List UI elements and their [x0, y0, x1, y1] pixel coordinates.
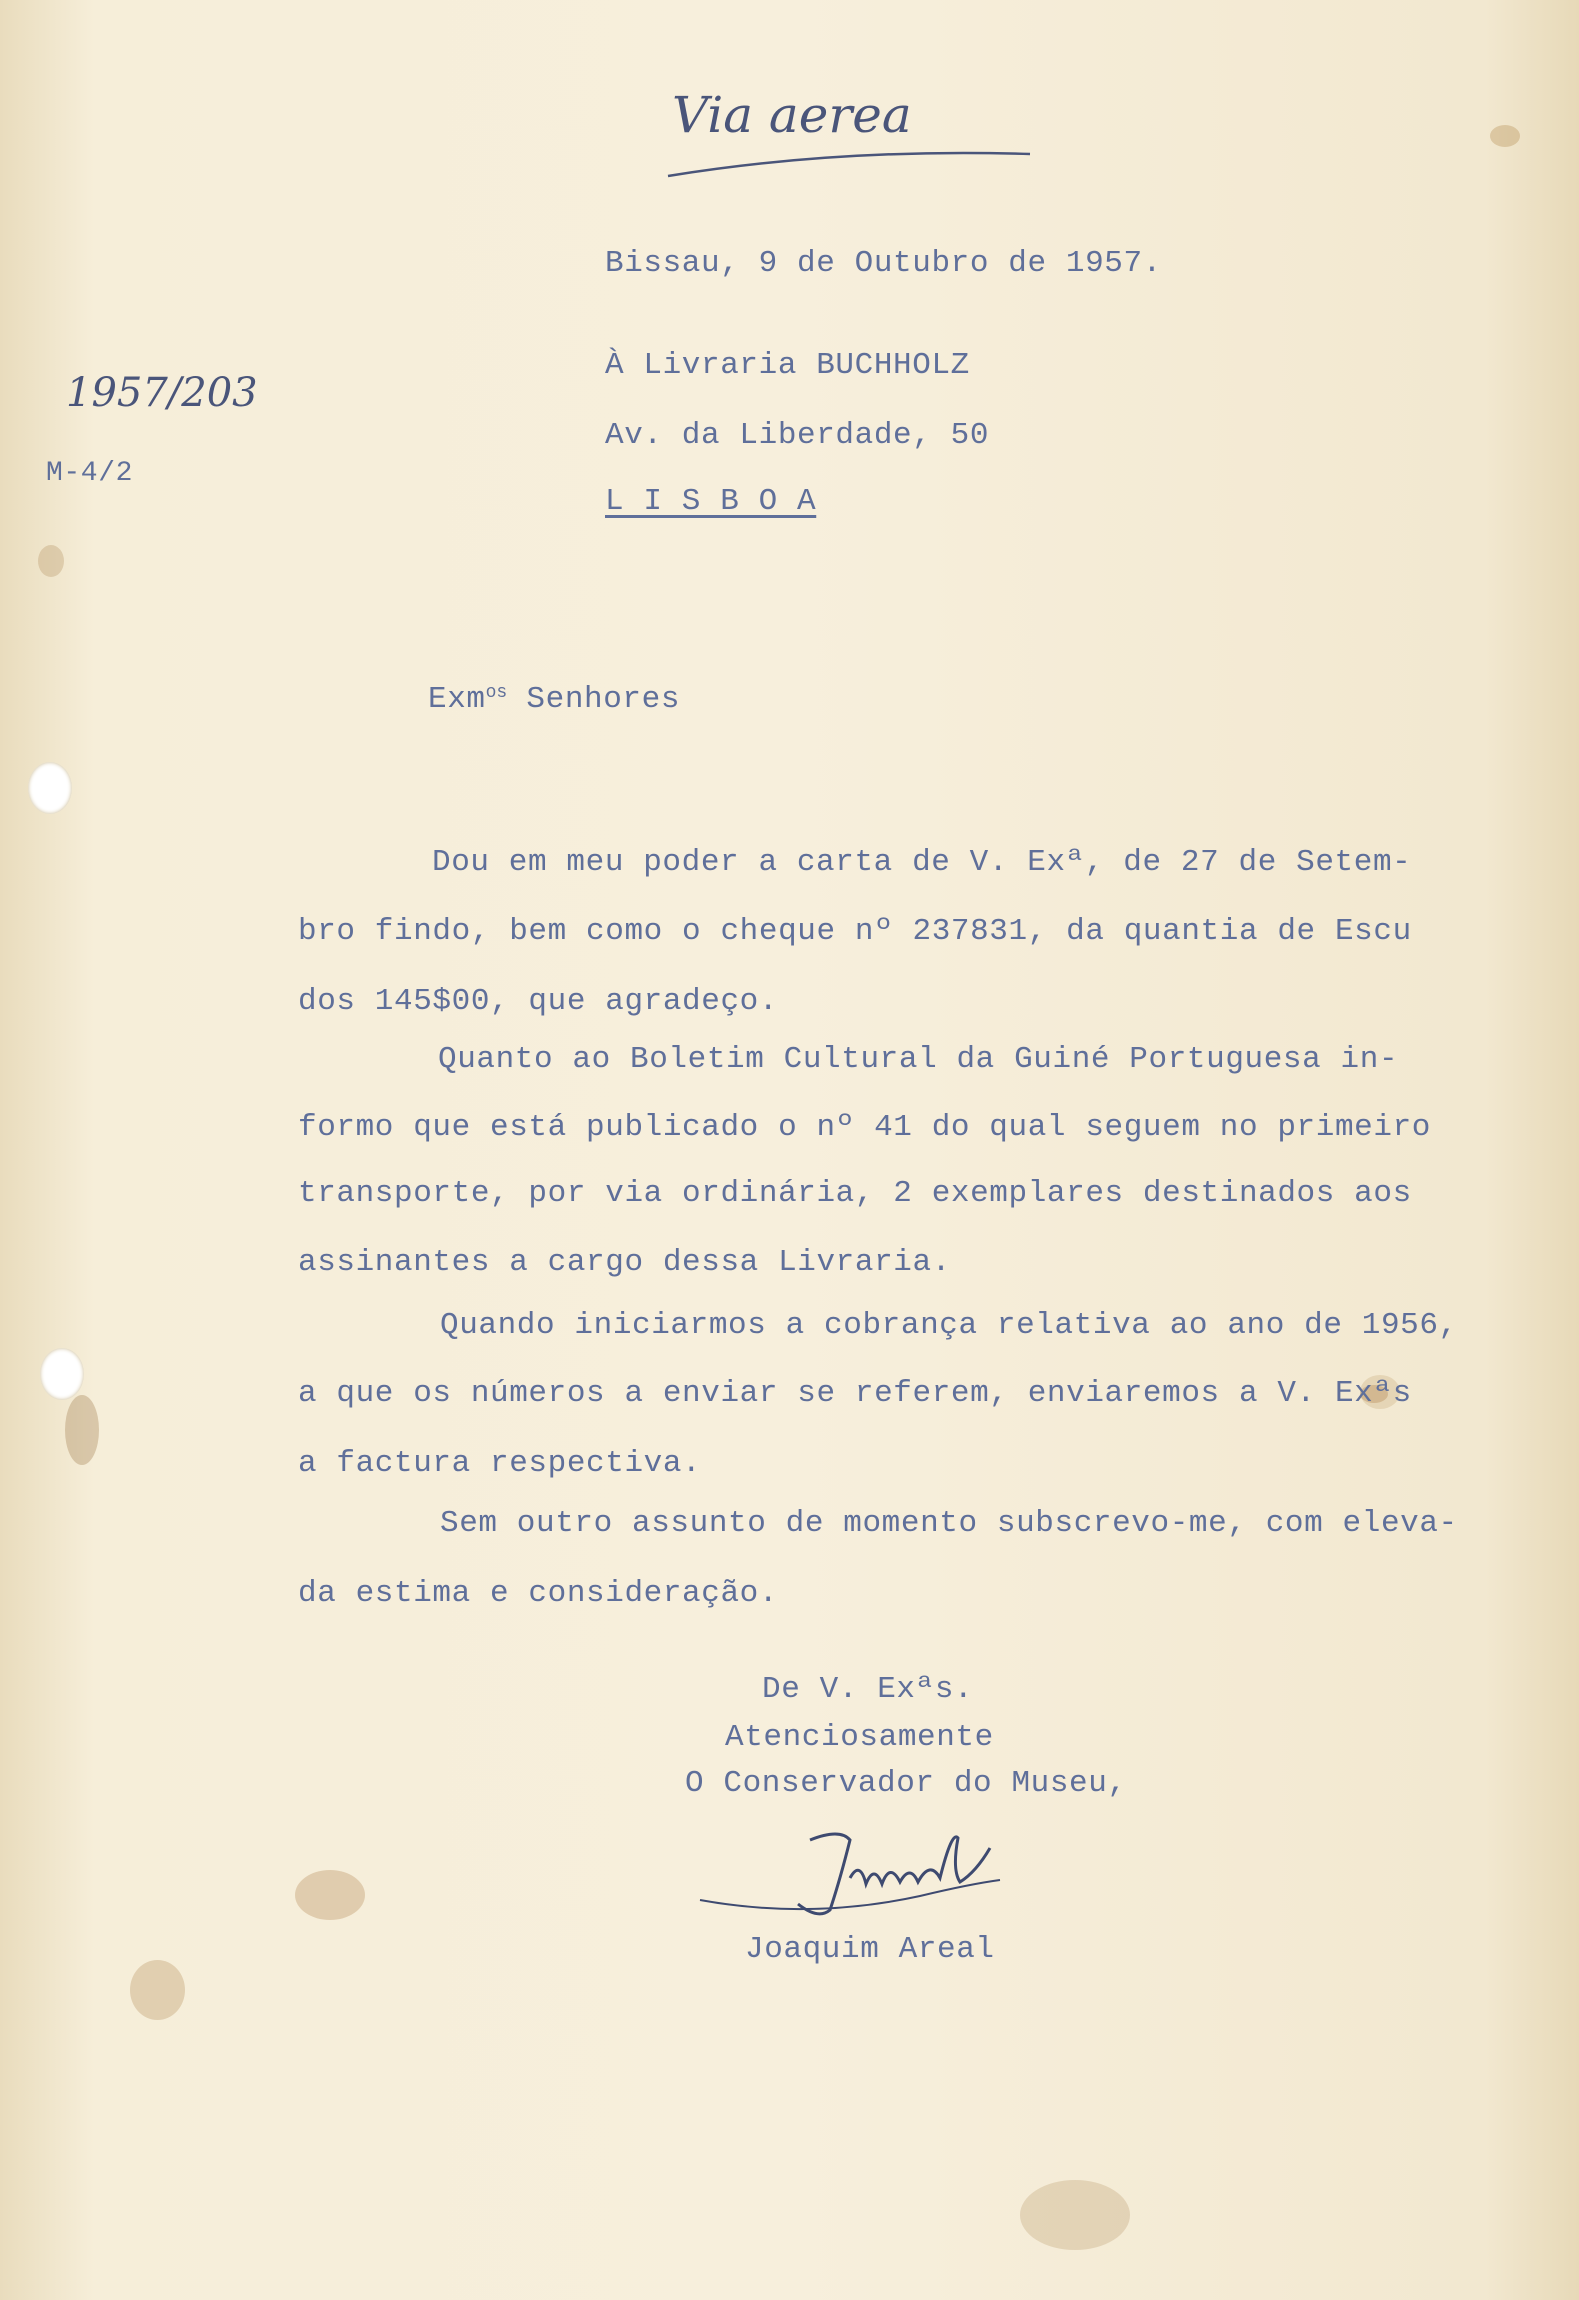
salutation-ordinal: os: [485, 683, 508, 703]
body-line: Quanto ao Boletim Cultural da Guiné Portuguesa in-: [438, 1042, 1399, 1077]
punch-hole: [28, 762, 72, 814]
body-line: Dou em meu poder a carta de V. Exª, de 27 de Setem-: [432, 845, 1412, 880]
closing-formula: De V. Exªs.: [762, 1672, 974, 1707]
body-line: assinantes a cargo dessa Livraria.: [298, 1245, 951, 1280]
body-line: a factura respectiva.: [298, 1446, 702, 1481]
body-line: a que os números a enviar se referem, enviaremos a V. Exªs: [298, 1376, 1412, 1411]
signatory-name: Joaquim Areal: [745, 1932, 995, 1967]
salutation-prefix: Exm: [428, 682, 486, 717]
body-line: da estima e consideração.: [298, 1576, 779, 1611]
file-code: M-4/2: [46, 458, 134, 489]
letter-date: Bissau, 9 de Outubro de 1957.: [605, 246, 1162, 281]
salutation: [428, 682, 680, 717]
salutation-rest: Senhores: [507, 682, 681, 717]
paper-stain: [295, 1870, 365, 1920]
paper-stain: [1020, 2180, 1130, 2250]
paper-stain: [65, 1395, 99, 1465]
paper-stain: [130, 1960, 185, 2020]
signatory-title: O Conservador do Museu,: [685, 1766, 1127, 1801]
handwritten-annotation: Via aerea: [672, 86, 912, 144]
body-line: bro findo, bem como o cheque nº 237831, da quantia de Escu: [298, 914, 1412, 949]
body-line: Sem outro assunto de momento subscrevo-me, com eleva-: [440, 1506, 1458, 1541]
punch-hole: [40, 1348, 84, 1400]
reference-number: 1957/203: [66, 370, 258, 416]
body-line: transporte, por via ordinária, 2 exemplares destinados aos: [298, 1176, 1412, 1211]
paper-stain: [38, 545, 64, 577]
paper-stain: [1490, 125, 1520, 147]
closing-regards: Atenciosamente: [725, 1720, 994, 1755]
recipient-address: Av. da Liberdade, 50: [605, 418, 990, 453]
recipient-city: L I S B O A: [605, 484, 817, 519]
body-line: dos 145$00, que agradeço.: [298, 984, 779, 1019]
recipient-name: À Livraria BUCHHOLZ: [605, 348, 970, 383]
body-line: formo que está publicado o nº 41 do qual seguem no primeiro: [298, 1110, 1431, 1145]
body-line: Quando iniciarmos a cobrança relativa ao ano de 1956,: [440, 1308, 1458, 1343]
signature: [690, 1800, 1020, 1940]
annotation-underline: [660, 140, 1040, 190]
